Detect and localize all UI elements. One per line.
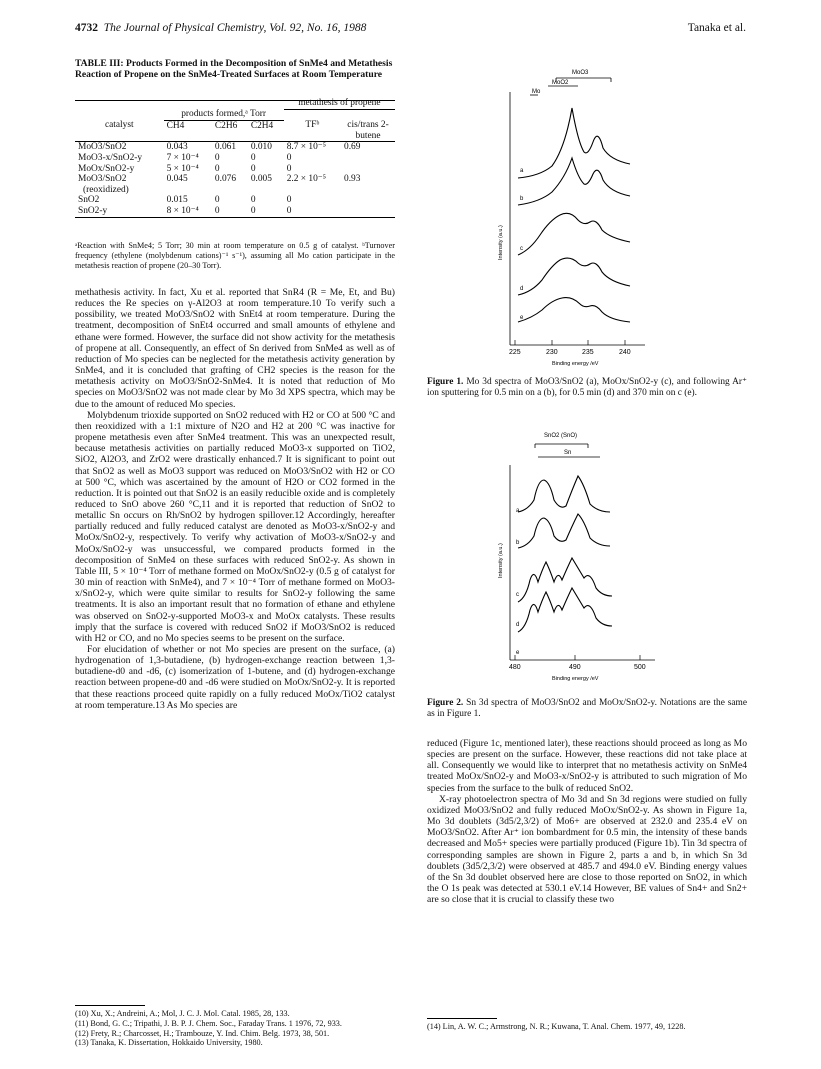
running-header <box>75 22 366 34</box>
figure-1 <box>480 60 680 385</box>
tick-label: 240 <box>619 349 631 356</box>
paragraph: reduced (Figure 1c, mentioned later), these reactions should proceed as long as Mo species are present on the surface. However, these reactions did not take place at all. Consequently we would like to interpret that no metathesis activity on SnMe4 treated MoOx/SnO2-y and MoO3-x/SnO2-y is attributed to such migration of Mo species from the surface to the bulk of reduced SnO2. <box>427 738 747 794</box>
marker-sn: Sn <box>564 450 572 456</box>
table-row: MoO3/SnO2 0.043 0.061 0.010 8.7 × 10⁻⁵ 0.69 <box>78 142 361 153</box>
tick-label: 235 <box>582 349 594 356</box>
reference: (14) Lin, A. W. C.; Armstrong, N. R.; Kuwana, T. Anal. Chem. 1977, 49, 1228. <box>427 1022 686 1031</box>
footnote-divider <box>75 1005 145 1006</box>
col-header: catalyst <box>104 120 134 131</box>
caption-text: Sn 3d spectra of MoO3/SnO2 and MoOx/SnO2-y. Notations are the same as in Figure 1. <box>427 698 748 719</box>
table-row: MoOx/SnO2-y 5 × 10⁻⁴ 0 0 0 <box>78 163 292 174</box>
curve-label: a <box>516 508 520 514</box>
table-row: MoO3/SnO2 0.045 0.076 0.005 2.2 × 10⁻⁵ 0.93 <box>78 174 361 185</box>
caption-label: Figure 2. <box>427 698 464 708</box>
paragraph: methathesis activity. In fact, Xu et al. reported that SnR4 (R = Me, Et, and Bu) reduces the Re species on γ-Al2O3 at room temperature.10 To verify such a possibility, we treated MoO3/SnO2 with SnEt4 at room temperature. During the treatment, decomposition of SnEt4 occurred and small amounts of ethylene and ethane were formed. However, the surface did not show activity for the metathesis of propene at all. Consequently, an effect of Sn derived from SnMe4 as well as of reduction of Mo species can be neglected for the metathesis activity generation by SnMe4, and it is concluded that grafting of CH2 species is the reason for the metathesis activity on MoO3/SnO2-SnMe4. It is noted that reduction of Mo species on MoO3/SnO2 was not made clear by Mo 3d XPS spectra, which may be due to the amount of reduced Mo species. <box>75 287 395 410</box>
table-row: SnO2-y 8 × 10⁻⁴ 0 0 0 <box>75 206 395 217</box>
paragraph: X-ray photoelectron spectra of Mo 3d and Sn 3d regions were studied on fully oxidized MoO3/SnO2 and fully reduced MoOx/SnO2-y. As shown in Figure 1a, Mo 3d doublets (3d5/2,3/2) of Mo6+ are observed at 232.0 and 235.4 eV on MoO3/SnO2. After Ar⁺ ion bombardment for 0.5 min, the intensity of these bands decreased and Mo5+ species were partially produced (Figure 1b). Tin 3d spectra of corresponding samples are shown in Figure 2, parts a and b, in which Sn 3d doublets (3d5/2,3/2) were observed at 485.7 and 494.0 eV. Binding energy values of the Sn 3d doublet observed here are close to those reported on SnO2, in which the O 1s peak was detected at 530.1 eV.14 However, BE values of Sn4+ and Sn2+ are so close that it is crucial to classify these two <box>427 793 747 906</box>
left-column-text <box>75 287 395 711</box>
journal-title: The Journal of Physical Chemistry, Vol. 92, No. 16, 1988 <box>103 22 367 34</box>
table-iii <box>75 98 395 218</box>
table-row: (reoxidized) <box>83 184 129 195</box>
col-header: TFᵇ <box>305 120 320 131</box>
footnote-divider <box>427 1018 497 1019</box>
tick-label: 500 <box>634 664 646 671</box>
marker-mo: Mo <box>532 89 541 95</box>
tick-label: 480 <box>509 664 521 671</box>
figure-2-caption <box>427 698 747 720</box>
y-axis-label: Intensity (a.u.) <box>498 225 504 260</box>
x-axis-label: Binding energy /eV <box>552 676 599 682</box>
caption-text: Mo 3d spectra of MoO3/SnO2 (a), MoOx/SnO2-y (c), and following Ar⁺ ion sputtering for 0.5 min on a (b), for 0.5 min (d) and 370 min on c (e). <box>427 377 747 398</box>
paragraph: Molybdenum trioxide supported on SnO2 reduced with H2 or CO at 500 °C and then reoxidized with a 1:1 mixture of N2O and H2 at 200 °C was inactive for propene metathesis even after SnMe4 treatment. This was an unexpected result, because metathesis activities on partially reduced MoO3-x supported on TiO2, SiO2, Al2O3, and ZrO2 were drastically enhanced.7 It is significant to point out that SnO2 as well as MoO3 support was reduced on MoO3/SnO2 with H2 or CO at 500 °C, which was ascertained by the amount of H2O or CO2 formed in the reduction. It is pointed out that SnO2 is an easily reducible oxide and is completely reduced to SnO above 260 °C,11 and it is reported that reduction of SnO2 to metallic Sn occurs on Rh/SnO2 by hydrogen spillover.12 Accordingly, hereafter partially reduced and fully reduced catalyst are denoted as MoO3-x/SnO2-y and MoOx/SnO2-y, respectively. To verify why activation of MoO3-x/SnO2-y and MoOx/SnO2-y was unsuccessful, we compared products formed in the decomposition of SnMe4 on these surfaces with reduced SnO2-y. As shown in Table III, 5 × 10⁻⁴ Torr of methane formed on MoOx/SnO2-y (0.5 g of catalyst for 30 min of reaction with SnMe4), and 7 × 10⁻⁴ Torr of methane formed on MoO3-x/SnO2-y, which were quite similar to results for SnO2-y following the same treatments. It is also an important result that no formation of ethane and ethylene was observed on SnO2-y-supported MoO3-x and MoOx catalysts. These results imply that the surface is covered with reduced SnO2 if MoO3/SnO2 is reduced with H2 or CO, and no Mo species seems to be present on the surface. <box>75 409 395 644</box>
right-references <box>427 1022 747 1032</box>
reference: (10) Xu, X.; Andreini, A.; Mol, J. C. J. Mol. Catal. 1985, 28, 133. <box>75 1009 290 1018</box>
col-header: C2H6 <box>214 120 238 131</box>
marker-moo3: MoO3 <box>572 70 589 76</box>
reference: (11) Bond, G. C.; Tripathi, J. B. P. J. Chem. Soc., Faraday Trans. 1 1976, 72, 933. <box>75 1018 342 1028</box>
page-number: 4732 <box>75 22 98 34</box>
col-header: C2H4 <box>250 120 274 131</box>
curve-label: d <box>520 286 524 292</box>
tick-label: 230 <box>546 349 558 356</box>
marker-sno2: SnO2 (SnO) <box>544 433 578 439</box>
curve-label: e <box>520 315 524 321</box>
figure-2 <box>480 420 690 705</box>
figure-1-plot <box>480 60 680 380</box>
col-header: cis/trans 2-butene <box>347 120 389 141</box>
figure-2-plot <box>480 420 690 700</box>
paragraph: For elucidation of whether or not Mo species are present on the surface, (a) hydrogenation of 1,3-butadiene, (b) hydrogen-exchange reaction between 1,3-butadiene-d0 and -d6, (c) isomerization of 1-butene, and (d) hydrogen-exchange reaction between propene-d0 and -d6 were studied on MoOx/SnO2-y. It is reported that these reactions proceed quite rapidly on a fully reduced MoOx/TiO2 catalyst at room temperature.13 As Mo species are <box>75 644 395 711</box>
reference: (13) Tanaka, K. Dissertation, Hokkaido University, 1980. <box>75 1038 263 1048</box>
y-axis-label: Intensity (a.u.) <box>498 543 504 578</box>
author-header: Tanaka et al. <box>687 22 746 34</box>
figure-1-caption <box>427 377 747 399</box>
right-column-text <box>427 738 747 905</box>
marker-moo2: MoO2 <box>552 80 569 86</box>
caption-label: Figure 1. <box>427 377 464 387</box>
tick-label: 225 <box>509 349 521 356</box>
tick-label: 490 <box>569 664 581 671</box>
x-axis-label: Binding energy /eV <box>552 361 599 367</box>
curve-label: e <box>516 650 520 656</box>
curve-label: c <box>520 246 523 252</box>
col-header: CH4 <box>166 120 185 131</box>
group-metathesis: metathesis of propene <box>284 98 395 109</box>
table-row: SnO2 0.015 0 0 0 <box>78 195 292 206</box>
curve-label: a <box>520 168 524 174</box>
curve-label: b <box>520 196 524 202</box>
table-footnote: ᵃReaction with SnMe4; 5 Torr; 30 min at room temperature on 0.5 g of catalyst. ᵇTurnover frequency (ethylene (molybdenum cations)⁻¹ s⁻¹), assuming all Mo cation participate in the metathesis reaction of propene (20–30 Torr). <box>75 241 395 270</box>
group-products: products formed,ᵃ Torr <box>164 109 284 120</box>
reference: (12) Frety, R.; Charcosset, H.; Trambouze, Y. Ind. Chim. Belg. 1973, 38, 501. <box>75 1028 330 1038</box>
curve-label: b <box>516 540 520 546</box>
curve-label: c <box>516 592 519 598</box>
table-title: TABLE III: Products Formed in the Decomposition of SnMe4 and Metathesis Reaction of Propene on the SnMe4-Treated Surfaces at Room Temperature <box>75 58 393 80</box>
table-row: MoO3-x/SnO2-y 7 × 10⁻⁴ 0 0 0 <box>78 152 292 163</box>
curve-label: d <box>516 622 520 628</box>
left-references <box>75 1009 395 1048</box>
